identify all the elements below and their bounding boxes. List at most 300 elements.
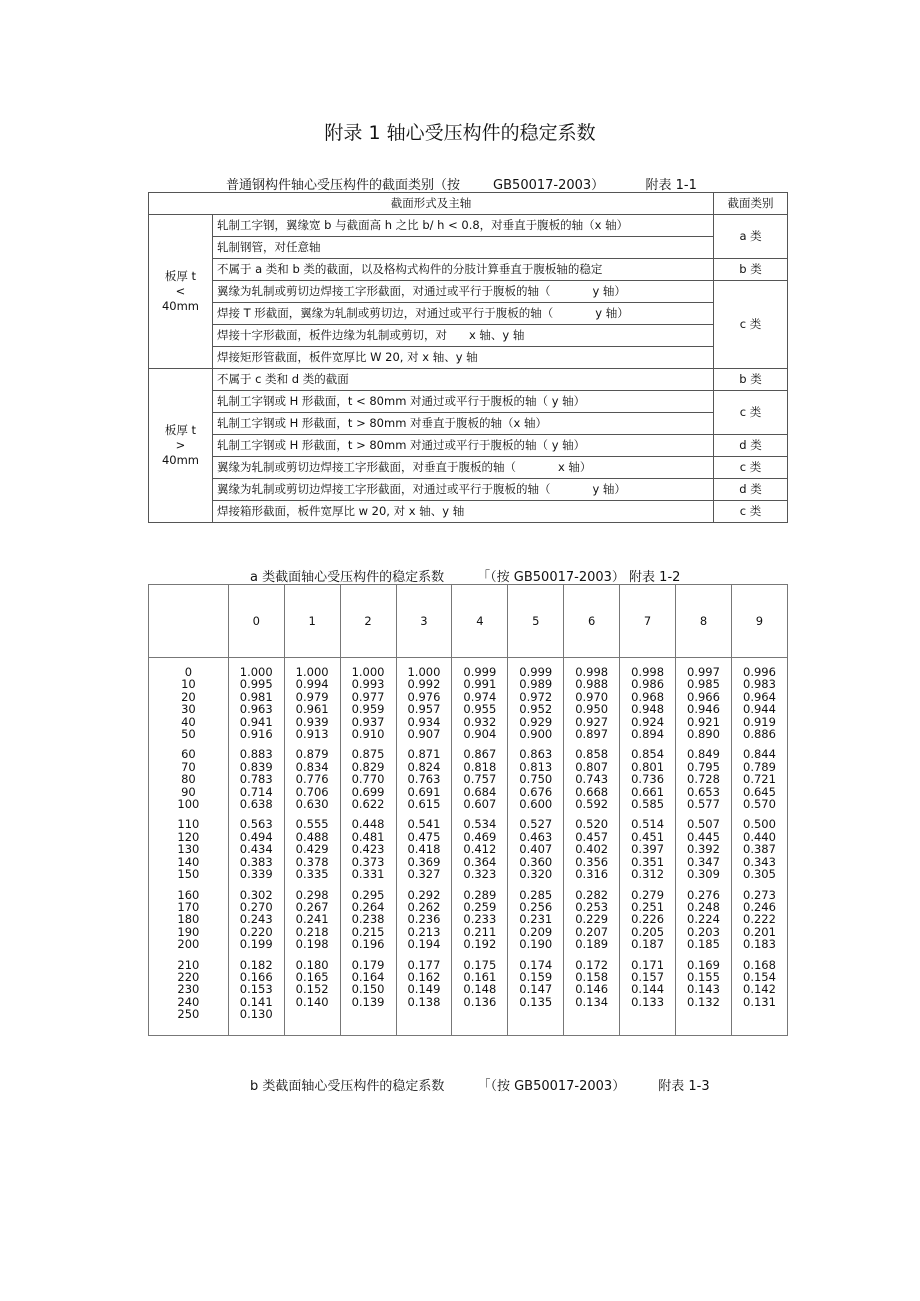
coefficient-value: 0.316 bbox=[575, 867, 609, 882]
coefficient-value: 0.251 bbox=[631, 899, 665, 914]
class-cell: d 类 bbox=[714, 479, 788, 501]
coefficient-value: 0.944 bbox=[743, 702, 776, 717]
coefficient-value: 0.789 bbox=[743, 759, 776, 774]
coefficient-value: 0.309 bbox=[687, 867, 720, 882]
coefficient-value: 0.970 bbox=[575, 689, 609, 704]
coefficient-value: 0.298 bbox=[295, 887, 329, 902]
coefficient-value: 0.222 bbox=[743, 912, 776, 927]
coefficient-value: 0.135 bbox=[519, 994, 553, 1009]
coefficient-value: 0.429 bbox=[295, 842, 329, 857]
coefficient-value: 0.924 bbox=[631, 714, 665, 729]
lambda-value: 180 bbox=[177, 912, 200, 927]
coefficient-value: 0.534 bbox=[463, 817, 497, 832]
coefficient-value: 0.858 bbox=[575, 747, 609, 762]
coefficient-value: 0.246 bbox=[743, 899, 776, 914]
lambda-value: 160 bbox=[177, 887, 200, 902]
coefficient-value: 0.175 bbox=[463, 957, 497, 972]
coefficient-value: 0.463 bbox=[519, 829, 553, 844]
coefficient-value: 0.736 bbox=[631, 772, 665, 787]
coefficient-value: 0.763 bbox=[407, 772, 441, 787]
coefficient-value: 0.941 bbox=[239, 714, 273, 729]
lambda-value: 70 bbox=[181, 759, 196, 774]
coefficient-value: 0.347 bbox=[687, 854, 720, 869]
coefficient-value: 0.412 bbox=[463, 842, 497, 857]
coefficient-value: 0.541 bbox=[407, 817, 441, 832]
value-column-1 bbox=[284, 658, 340, 1036]
coefficient-value: 0.134 bbox=[575, 994, 609, 1009]
section-desc: 翼缘为轧制或剪切边焊接工字形截面，对垂直于腹板的轴（ x 轴） bbox=[212, 457, 713, 479]
coefficient-value: 0.676 bbox=[519, 784, 553, 799]
coefficient-value: 0.995 bbox=[239, 677, 273, 692]
lambda-value: 230 bbox=[177, 982, 200, 997]
coefficient-value: 0.927 bbox=[575, 714, 609, 729]
coefficient-value: 0.233 bbox=[463, 912, 497, 927]
class-cell: a 类 bbox=[714, 215, 788, 259]
coefficient-value: 0.615 bbox=[407, 797, 441, 812]
coefficient-value: 0.600 bbox=[519, 797, 553, 812]
coefficient-value: 0.171 bbox=[631, 957, 665, 972]
coefficient-value: 0.743 bbox=[575, 772, 609, 787]
coefficient-value: 0.488 bbox=[295, 829, 329, 844]
table-row bbox=[149, 259, 788, 281]
coefficient-value: 0.273 bbox=[743, 887, 776, 902]
coefficient-value: 0.714 bbox=[239, 784, 273, 799]
lambda-value: 60 bbox=[181, 747, 196, 762]
stability-coefficient-table bbox=[148, 584, 788, 1036]
coefficient-value: 0.934 bbox=[407, 714, 441, 729]
coefficient-value: 1.000 bbox=[351, 665, 385, 679]
coefficient-value: 0.904 bbox=[463, 727, 497, 742]
coefficient-value: 0.133 bbox=[631, 994, 665, 1009]
coefficient-value: 0.948 bbox=[631, 702, 665, 717]
section-desc: 焊接箱形截面，板件宽厚比 w 20, 对 x 轴、y 轴 bbox=[212, 501, 713, 523]
coefficient-value: 0.305 bbox=[743, 867, 776, 882]
coefficient-value: 0.863 bbox=[519, 747, 553, 762]
coefficient-value: 0.854 bbox=[631, 747, 665, 762]
coefficient-value: 0.209 bbox=[519, 924, 553, 939]
coefficient-value: 0.883 bbox=[239, 747, 273, 762]
coefficient-value: 0.153 bbox=[239, 982, 273, 997]
section-desc: 轧制工字钢或 H 形截面，t > 80mm 对通过或平行于腹板的轴（ y 轴） bbox=[212, 435, 713, 457]
coefficient-value: 0.952 bbox=[519, 702, 553, 717]
coefficient-value: 0.138 bbox=[407, 994, 441, 1009]
coefficient-value: 0.475 bbox=[407, 829, 441, 844]
coefficient-value: 0.886 bbox=[743, 727, 776, 742]
coefficient-value: 0.387 bbox=[743, 842, 776, 857]
coefficient-value: 0.728 bbox=[687, 772, 720, 787]
coefficient-value: 0.383 bbox=[239, 854, 273, 869]
value-column-7 bbox=[620, 658, 676, 1036]
coefficient-value: 0.929 bbox=[519, 714, 553, 729]
coefficient-value: 0.248 bbox=[687, 899, 720, 914]
section-desc: 轧制工字钢或 H 形截面，t < 80mm 对通过或平行于腹板的轴（ y 轴） bbox=[212, 391, 713, 413]
class-cell: c 类 bbox=[714, 391, 788, 435]
value-column-4 bbox=[452, 658, 508, 1036]
coefficient-value: 0.957 bbox=[407, 702, 441, 717]
coefficient-value: 0.661 bbox=[631, 784, 665, 799]
coefficient-value: 0.194 bbox=[407, 937, 441, 952]
coefficient-value: 0.185 bbox=[687, 937, 720, 952]
coefficient-value: 0.147 bbox=[519, 982, 553, 997]
coefficient-value: 0.162 bbox=[407, 969, 441, 984]
coefficient-value: 0.259 bbox=[463, 899, 497, 914]
coefficient-value: 0.440 bbox=[743, 829, 776, 844]
lambda-value: 40 bbox=[181, 714, 196, 729]
section-class-table bbox=[148, 192, 788, 523]
coefficient-value: 0.469 bbox=[463, 829, 497, 844]
coefficient-value: 0.555 bbox=[295, 817, 329, 832]
coefficient-value: 0.169 bbox=[687, 957, 720, 972]
coefficient-value: 0.585 bbox=[631, 797, 665, 812]
table-row bbox=[149, 369, 788, 391]
value-column-2 bbox=[340, 658, 396, 1036]
coefficient-value: 0.986 bbox=[631, 677, 665, 692]
table-row bbox=[149, 325, 788, 347]
coefficient-value: 0.279 bbox=[631, 887, 665, 902]
table-row bbox=[149, 237, 788, 259]
coefficient-value: 0.211 bbox=[463, 924, 497, 939]
coefficient-value: 0.721 bbox=[743, 772, 776, 787]
table-row bbox=[149, 391, 788, 413]
coefficient-value: 0.916 bbox=[239, 727, 273, 742]
class-cell: d 类 bbox=[714, 435, 788, 457]
coefficient-value: 0.148 bbox=[463, 982, 497, 997]
coefficient-value: 0.757 bbox=[463, 772, 497, 787]
value-column-0 bbox=[228, 658, 284, 1036]
coefficient-value: 0.849 bbox=[687, 747, 720, 762]
coefficient-value: 0.264 bbox=[351, 899, 385, 914]
coefficient-value: 0.180 bbox=[295, 957, 329, 972]
coefficient-value: 0.527 bbox=[519, 817, 553, 832]
coefficient-value: 0.813 bbox=[519, 759, 553, 774]
coefficient-value: 0.937 bbox=[351, 714, 385, 729]
coefficient-value: 0.155 bbox=[687, 969, 720, 984]
col-header-5: 5 bbox=[508, 585, 564, 658]
coefficient-value: 0.750 bbox=[519, 772, 553, 787]
coefficient-value: 0.236 bbox=[407, 912, 441, 927]
coefficient-value: 0.141 bbox=[239, 994, 273, 1009]
coefficient-value: 0.972 bbox=[519, 689, 553, 704]
coefficient-value: 0.900 bbox=[519, 727, 553, 742]
table-row bbox=[149, 457, 788, 479]
coefficient-value: 0.392 bbox=[687, 842, 720, 857]
coefficient-value: 0.964 bbox=[743, 689, 776, 704]
coefficient-value: 0.295 bbox=[351, 887, 385, 902]
coefficient-value: 0.890 bbox=[687, 727, 720, 742]
coefficient-value: 0.320 bbox=[519, 867, 553, 882]
coefficient-value: 0.215 bbox=[351, 924, 385, 939]
table-row bbox=[149, 215, 788, 237]
coefficient-value: 0.243 bbox=[239, 912, 273, 927]
class-cell: c 类 bbox=[714, 281, 788, 369]
coefficient-value: 0.343 bbox=[743, 854, 776, 869]
coefficient-value: 0.520 bbox=[575, 817, 609, 832]
class-cell: b 类 bbox=[714, 369, 788, 391]
table1-caption: 普通钢构件轴心受压构件的截面类别（按 GB50017-2003） 附表 1-1 bbox=[226, 178, 697, 193]
lambda-value: 210 bbox=[177, 957, 200, 972]
section-desc: 翼缘为轧制或剪切边焊接工字形截面，对通过或平行于腹板的轴（ y 轴） bbox=[212, 281, 713, 303]
coefficient-value: 0.187 bbox=[631, 937, 665, 952]
coefficient-value: 0.139 bbox=[351, 994, 385, 1009]
coefficient-value: 0.276 bbox=[687, 887, 720, 902]
coefficient-value: 0.500 bbox=[743, 817, 776, 832]
lambda-value: 240 bbox=[177, 994, 200, 1009]
coefficient-value: 0.434 bbox=[239, 842, 273, 857]
coefficient-value: 0.159 bbox=[519, 969, 553, 984]
coefficient-value: 0.963 bbox=[239, 702, 273, 717]
lambda-value: 130 bbox=[177, 842, 200, 857]
coefficient-value: 0.514 bbox=[631, 817, 665, 832]
coefficient-value: 0.302 bbox=[239, 887, 273, 902]
coefficient-value: 0.397 bbox=[631, 842, 665, 857]
coefficient-value: 0.910 bbox=[351, 727, 385, 742]
coefficient-value: 0.950 bbox=[575, 702, 609, 717]
coefficient-value: 0.706 bbox=[295, 784, 329, 799]
lambda-value: 80 bbox=[181, 772, 196, 787]
coefficient-value: 0.130 bbox=[239, 1007, 273, 1022]
coefficient-value: 0.894 bbox=[631, 727, 665, 742]
section-desc: 轧制工字钢，翼缘宽 b 与截面高 h 之比 b/ h < 0.8，对垂直于腹板的轴（x 轴） bbox=[212, 215, 713, 237]
coefficient-value: 0.577 bbox=[687, 797, 720, 812]
table-row bbox=[149, 435, 788, 457]
table-row bbox=[149, 281, 788, 303]
lambda-value: 220 bbox=[177, 969, 200, 984]
coefficient-value: 0.875 bbox=[351, 747, 385, 762]
col-header-8: 8 bbox=[676, 585, 732, 658]
coefficient-value: 0.331 bbox=[351, 867, 385, 882]
coefficient-value: 0.445 bbox=[687, 829, 720, 844]
coefficient-value: 0.418 bbox=[407, 842, 441, 857]
coefficient-value: 0.241 bbox=[295, 912, 329, 927]
col-header-6: 6 bbox=[564, 585, 620, 658]
col-header-section: 截面形式及主轴 bbox=[149, 193, 714, 215]
coefficient-value: 0.402 bbox=[575, 842, 609, 857]
section-desc: 轧制钢管，对任意轴 bbox=[212, 237, 713, 259]
coefficient-value: 0.998 bbox=[631, 665, 665, 679]
coefficient-value: 0.919 bbox=[743, 714, 776, 729]
coefficient-value: 0.262 bbox=[407, 899, 441, 914]
coefficient-value: 0.457 bbox=[575, 829, 609, 844]
col-header-2: 2 bbox=[340, 585, 396, 658]
table-row bbox=[149, 501, 788, 523]
coefficient-value: 0.966 bbox=[687, 689, 720, 704]
lambda-value: 120 bbox=[177, 829, 200, 844]
coefficient-value: 0.142 bbox=[743, 982, 776, 997]
coefficient-value: 0.871 bbox=[407, 747, 441, 762]
coefficient-value: 0.213 bbox=[407, 924, 441, 939]
section-desc: 焊接 T 形截面，翼缘为轧制或剪切边，对通过或平行于腹板的轴（ y 轴） bbox=[212, 303, 713, 325]
lambda-value: 0 bbox=[184, 665, 193, 679]
coefficient-value: 0.998 bbox=[575, 665, 609, 679]
coefficient-value: 0.378 bbox=[295, 854, 329, 869]
coefficient-value: 0.136 bbox=[463, 994, 497, 1009]
lambda-column bbox=[149, 658, 229, 1036]
coefficient-value: 0.165 bbox=[295, 969, 329, 984]
col-header-9: 9 bbox=[731, 585, 787, 658]
coefficient-value: 0.977 bbox=[351, 689, 385, 704]
coefficient-value: 0.879 bbox=[295, 747, 329, 762]
value-column-3 bbox=[396, 658, 452, 1036]
coefficient-value: 0.339 bbox=[239, 867, 273, 882]
coefficient-value: 0.829 bbox=[351, 759, 385, 774]
coefficient-value: 0.783 bbox=[239, 772, 273, 787]
coefficient-value: 0.807 bbox=[575, 759, 609, 774]
table-row bbox=[149, 303, 788, 325]
coefficient-value: 0.867 bbox=[463, 747, 497, 762]
coefficient-value: 0.157 bbox=[631, 969, 665, 984]
coefficient-value: 0.267 bbox=[295, 899, 329, 914]
table-row bbox=[149, 347, 788, 369]
coefficient-value: 0.699 bbox=[351, 784, 385, 799]
coefficient-value: 0.668 bbox=[575, 784, 609, 799]
coefficient-value: 0.161 bbox=[463, 969, 497, 984]
corner-cell bbox=[149, 585, 229, 658]
coefficient-value: 0.183 bbox=[743, 937, 776, 952]
coefficient-value: 0.270 bbox=[239, 899, 273, 914]
coefficient-value: 0.203 bbox=[687, 924, 720, 939]
coefficient-value: 0.999 bbox=[463, 665, 497, 679]
coefficient-value: 0.996 bbox=[743, 665, 776, 679]
coefficient-value: 0.959 bbox=[351, 702, 385, 717]
table-header-row bbox=[149, 193, 788, 215]
section-desc: 不属于 a 类和 b 类的截面，以及格构式构件的分肢计算垂直于腹板轴的稳定 bbox=[212, 259, 713, 281]
coefficient-value: 0.154 bbox=[743, 969, 776, 984]
coefficient-value: 0.932 bbox=[463, 714, 497, 729]
coefficient-value: 0.207 bbox=[575, 924, 609, 939]
class-cell: c 类 bbox=[714, 501, 788, 523]
coefficient-value: 0.166 bbox=[239, 969, 273, 984]
coefficient-value: 0.289 bbox=[463, 887, 497, 902]
section-desc: 焊接矩形管截面，板件宽厚比 W 20, 对 x 轴、y 轴 bbox=[212, 347, 713, 369]
table2-caption: a 类截面轴心受压构件的稳定系数 「（按 GB50017-2003） 附表 1-2 bbox=[250, 570, 681, 585]
coefficient-value: 0.253 bbox=[575, 899, 609, 914]
coefficient-value: 0.955 bbox=[463, 702, 497, 717]
coefficient-value: 0.961 bbox=[295, 702, 329, 717]
coefficient-value: 0.795 bbox=[687, 759, 720, 774]
lambda-value: 170 bbox=[177, 899, 200, 914]
coefficient-value: 0.983 bbox=[743, 677, 776, 692]
section-desc: 翼缘为轧制或剪切边焊接工字形截面，对通过或平行于腹板的轴（ y 轴） bbox=[212, 479, 713, 501]
document-title: 附录 1 轴心受压构件的稳定系数 bbox=[324, 122, 596, 144]
col-header-3: 3 bbox=[396, 585, 452, 658]
section-desc: 焊接十字形截面，板件边缘为轧制或剪切，对 x 轴、y 轴 bbox=[212, 325, 713, 347]
coefficient-value: 0.423 bbox=[351, 842, 385, 857]
coefficient-value: 0.177 bbox=[407, 957, 441, 972]
lambda-value: 140 bbox=[177, 854, 200, 869]
coefficient-value: 1.000 bbox=[295, 665, 329, 679]
class-cell: c 类 bbox=[714, 457, 788, 479]
table-row bbox=[149, 479, 788, 501]
coefficient-value: 0.897 bbox=[575, 727, 609, 742]
coefficient-value: 0.199 bbox=[239, 937, 273, 952]
coefficient-value: 0.801 bbox=[631, 759, 665, 774]
coefficient-value: 0.144 bbox=[631, 982, 665, 997]
coefficient-value: 0.158 bbox=[575, 969, 609, 984]
coefficient-value: 0.494 bbox=[239, 829, 273, 844]
section-desc: 不属于 c 类和 d 类的截面 bbox=[212, 369, 713, 391]
lambda-value: 200 bbox=[177, 937, 200, 952]
coefficient-value: 0.999 bbox=[519, 665, 553, 679]
coefficient-value: 0.179 bbox=[351, 957, 385, 972]
coefficient-value: 0.770 bbox=[351, 772, 385, 787]
coefficient-value: 0.164 bbox=[351, 969, 385, 984]
coefficient-value: 0.373 bbox=[351, 854, 385, 869]
lambda-value: 150 bbox=[177, 867, 200, 882]
value-column-5 bbox=[508, 658, 564, 1036]
col-header-1: 1 bbox=[284, 585, 340, 658]
coefficient-value: 0.238 bbox=[351, 912, 385, 927]
coefficient-value: 0.285 bbox=[519, 887, 553, 902]
coefficient-value: 0.152 bbox=[295, 982, 329, 997]
coefficient-value: 0.507 bbox=[687, 817, 720, 832]
col-header-4: 4 bbox=[452, 585, 508, 658]
coefficient-value: 0.224 bbox=[687, 912, 720, 927]
coefficient-value: 0.570 bbox=[743, 797, 776, 812]
coefficient-value: 0.946 bbox=[687, 702, 720, 717]
coefficient-value: 0.907 bbox=[407, 727, 441, 742]
coefficient-value: 0.818 bbox=[463, 759, 497, 774]
coefficient-value: 1.000 bbox=[239, 665, 273, 679]
coefficient-value: 0.282 bbox=[575, 887, 609, 902]
lambda-value: 190 bbox=[177, 924, 200, 939]
lambda-value: 90 bbox=[181, 784, 196, 799]
coefficient-value: 0.201 bbox=[743, 924, 776, 939]
coefficient-value: 0.192 bbox=[463, 937, 497, 952]
coefficient-value: 0.198 bbox=[295, 937, 329, 952]
coefficient-value: 0.351 bbox=[631, 854, 665, 869]
coefficient-value: 0.323 bbox=[463, 867, 497, 882]
coefficient-value: 0.407 bbox=[519, 842, 553, 857]
coefficient-value: 0.146 bbox=[575, 982, 609, 997]
coefficient-value: 0.132 bbox=[687, 994, 720, 1009]
coefficient-value: 1.000 bbox=[407, 665, 441, 679]
coefficient-value: 0.231 bbox=[519, 912, 553, 927]
coefficient-value: 0.622 bbox=[351, 797, 385, 812]
coefficient-value: 0.364 bbox=[463, 854, 497, 869]
thickness-group-2: 板厚 t > 40mm bbox=[149, 369, 213, 523]
coefficient-value: 0.630 bbox=[295, 797, 329, 812]
coefficient-value: 0.168 bbox=[743, 957, 776, 972]
table-row bbox=[149, 413, 788, 435]
table3-caption: b 类截面轴心受压构件的稳定系数 「（按 GB50017-2003） 附表 1-3 bbox=[250, 1079, 710, 1094]
thickness-group-1: 板厚 t < 40mm bbox=[149, 215, 213, 369]
coefficient-value: 0.131 bbox=[743, 994, 776, 1009]
coefficient-value: 0.684 bbox=[463, 784, 497, 799]
coefficient-value: 0.256 bbox=[519, 899, 553, 914]
lambda-value: 100 bbox=[177, 797, 200, 812]
coefficient-value: 0.182 bbox=[239, 957, 273, 972]
table-body-row bbox=[149, 658, 788, 1036]
coefficient-value: 0.824 bbox=[407, 759, 441, 774]
coefficient-value: 0.997 bbox=[687, 665, 720, 679]
coefficient-value: 0.196 bbox=[351, 937, 385, 952]
coefficient-value: 0.150 bbox=[351, 982, 385, 997]
coefficient-value: 0.638 bbox=[239, 797, 273, 812]
coefficient-value: 0.776 bbox=[295, 772, 329, 787]
coefficient-value: 0.292 bbox=[407, 887, 441, 902]
coefficient-value: 0.327 bbox=[407, 867, 441, 882]
coefficient-value: 0.992 bbox=[407, 677, 441, 692]
coefficient-value: 0.981 bbox=[239, 689, 273, 704]
lambda-value: 110 bbox=[177, 817, 200, 832]
lambda-value: 250 bbox=[177, 1007, 200, 1022]
coefficient-value: 0.172 bbox=[575, 957, 609, 972]
coefficient-value: 0.360 bbox=[519, 854, 553, 869]
section-desc: 轧制工字钢或 H 形截面，t > 80mm 对垂直于腹板的轴（x 轴） bbox=[212, 413, 713, 435]
coefficient-value: 0.939 bbox=[295, 714, 329, 729]
coefficient-value: 0.149 bbox=[407, 982, 441, 997]
coefficient-value: 0.335 bbox=[295, 867, 329, 882]
